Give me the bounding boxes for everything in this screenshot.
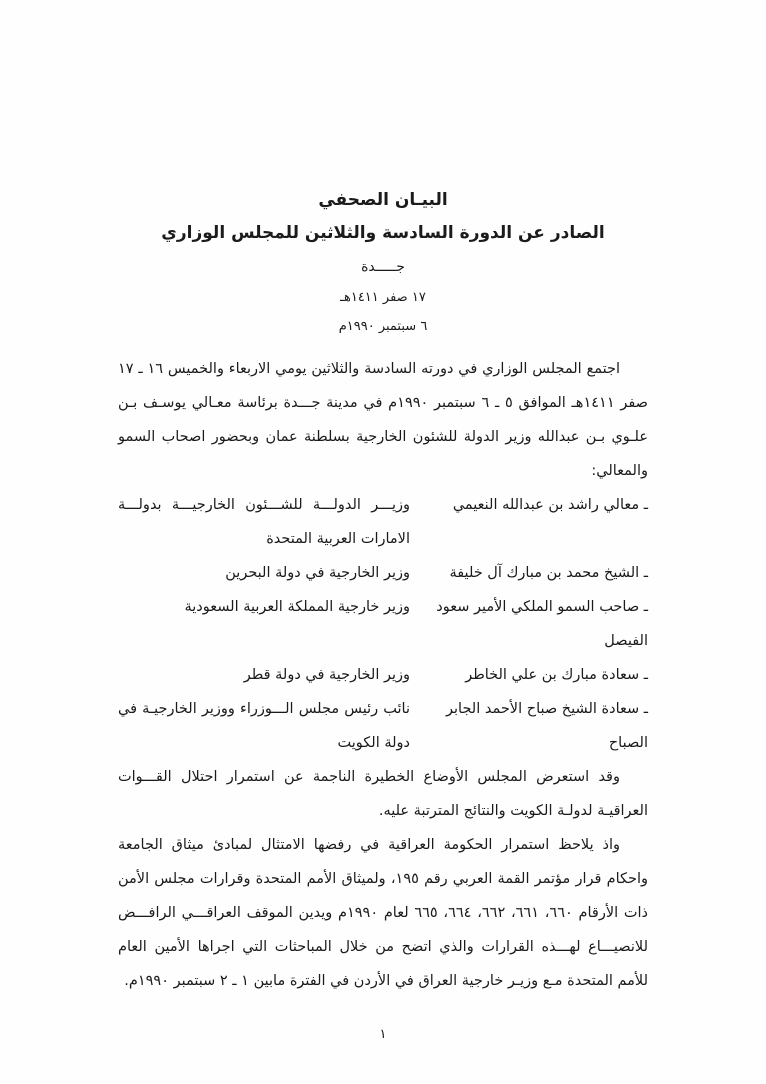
attendee-row [118, 488, 648, 556]
condemnation-paragraph: واذ يلاحظ استمرار الحكومة العراقية في رفضها الامتثال لمبادئ ميثاق الجامعة واحكام قرار مؤتمر القمة العربي رقم ١٩٥، ولميثاق الأمم المتحدة وقرارات مجلس الأمن ذات الأرقام ٦٦٠، ٦٦١، ٦٦٢، ٦٦٤، ٦٦٥ لعام ١٩٩٠م ويدين الموقف العراقـــي الرافـــض للانصيـــاع لهـــذه القرارات والذي اتضح من خلال المباحثات التي اجراها الأمين العام للأمم المتحدة مـع وزيـر خارجية العراق في الأردن في الفترة مابين ١ ـ ٢ سبتمبر ١٩٩٠م. [118, 837, 648, 989]
page-number: ١ [379, 1027, 387, 1042]
attendee-name: ـ الشيخ محمد بن مبارك آل خليفة [449, 565, 648, 581]
attendees-list [118, 488, 648, 760]
attendee-title: نائب رئيس مجلس الـــوزراء ووزير الخارجيـة في دولة الكويت [118, 701, 410, 751]
attendee-row [118, 658, 648, 692]
attendee-name: ـ سعادة مبارك بن علي الخاطر [465, 667, 648, 683]
document-location: جـــــدة [361, 259, 405, 275]
attendee-title: وزير الخارجية في دولة قطر [243, 667, 410, 683]
attendee-row [118, 692, 648, 760]
attendee-name: ـ معالي راشد بن عبدالله النعيمي [452, 497, 648, 513]
document-body [118, 352, 648, 998]
attendee-row [118, 556, 648, 590]
gregorian-date: ٦ سبتمبر ١٩٩٠م [338, 319, 428, 334]
document-title: البيـان الصحفي [318, 190, 448, 210]
attendee-title: وزير الخارجية في دولة البحرين [225, 565, 410, 581]
attendee-title: وزير خارجية المملكة العربية السعودية [184, 599, 410, 615]
attendee-name: ـ سعادة الشيخ صباح الأحمد الجابر الصباح [445, 701, 648, 751]
opening-paragraph: اجتمع المجلس الوزاري في دورته السادسة والثلاثين يومي الاربعاء والخميس ١٦ ـ ١٧ صفر ١٤١١هـ الموافق ٥ ـ ٦ سبتمبر ١٩٩٠م في مدينة جـــدة برئاسة معـالي يوسـف بـن علـوي بـن عبدالله وزير الدولة للشئون الخارجية بسلطنة عمان وبحضور اصحاب السمو والمعالي: [118, 361, 648, 479]
attendee-name: ـ صاحب السمو الملكي الأمير سعود الفيصل [436, 599, 648, 649]
hijri-date: ١٧ صفر ١٤١١هـ [340, 290, 426, 305]
attendee-row [118, 590, 648, 658]
document-content [118, 190, 648, 998]
document-subtitle: الصادر عن الدورة السادسة والثلاثين للمجلس الوزاري [161, 223, 605, 243]
attendee-title: وزيـــر الدولـــة للشـــئون الخارجيـــة بدولـــة الامارات العربية المتحدة [118, 497, 410, 547]
review-paragraph: وقد استعرض المجلس الأوضاع الخطيرة الناجمة عن استمرار احتلال القـــوات العراقيـة لدولـة الكويت والنتائج المترتبة عليه. [118, 769, 648, 819]
document-header [118, 190, 648, 334]
